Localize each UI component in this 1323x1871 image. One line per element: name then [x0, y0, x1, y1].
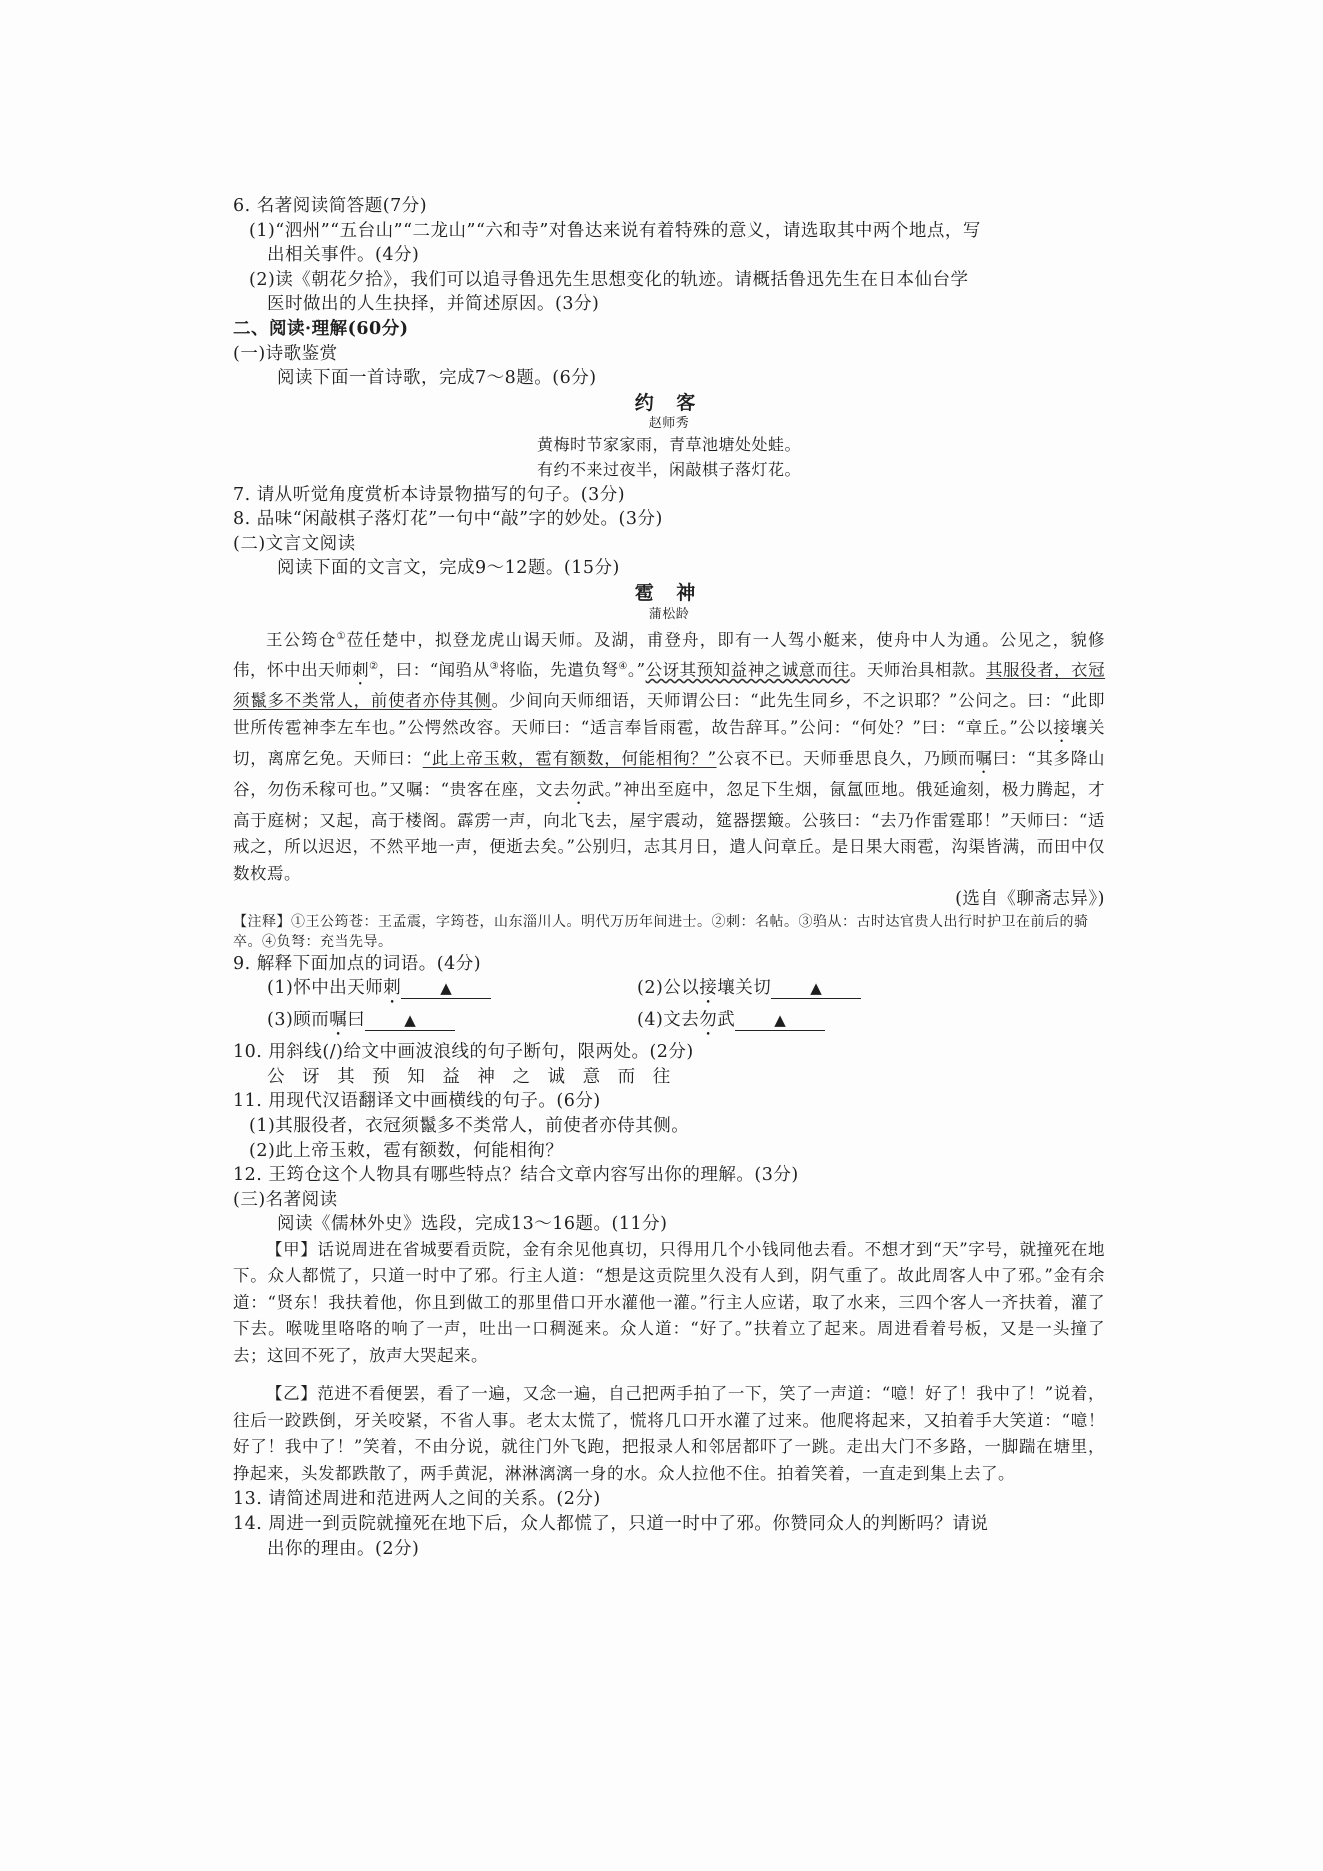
question-14-line1: 14. 周进一到贡院就撞死在地下后，众人都慌了，只道一时中了邪。你赞同众人的判断吗？请说	[233, 1514, 989, 1535]
passage-text: 武。”神出至庭中，忽足下生烟，氤氲匝地。俄延逾刻，极力腾起，才高于庭树；又起，高于楼阁。霹雳一声，向北飞去，屋宇震动，筵器摆簸。公骇曰：“去乃作雷霆耶！”天师曰：“适戒之，所以迟迟，不然平地一声，便逝去矣。”公别归，志其月日，遣人问章丘。是日果大雨雹，沟渠皆满，而田中仅数枚焉。	[233, 779, 1106, 883]
q9-item-text: 曰	[347, 1010, 366, 1031]
question-9: 9. 解释下面加点的词语。(4分)	[233, 953, 482, 974]
classical-passage	[233, 624, 1105, 888]
wavy-underlined-sentence: 公讶其预知益神之诚意而往	[645, 660, 850, 679]
dotted-word: 勿	[570, 779, 588, 799]
q9-item-text: (3)顾而	[267, 1010, 330, 1031]
passage-text: 将临，先遣负弩	[499, 660, 619, 679]
q9-item-4	[637, 1008, 967, 1040]
classical-title: 雹 神	[634, 581, 704, 604]
question-13: 13. 请简述周进和范进两人之间的关系。(2分)	[233, 1489, 601, 1510]
q6-part2-line1: (2)读《朝花夕拾》，我们可以追寻鲁迅先生思想变化的轨迹。请概括鲁迅先生在日本仙台学	[249, 269, 969, 290]
poem-title: 约 客	[634, 391, 704, 414]
poem-line-1: 黄梅时节家家雨，青草池塘处处蛙。	[536, 435, 801, 455]
q6-part1-line1: (1)“泗州”“五台山”“二龙山”“六和寺”对鲁达来说有着特殊的意义，请选取其中两个地点，写	[249, 220, 981, 241]
q9-item-text: (2)公以	[637, 978, 700, 999]
q10-sentence: 公 讶 其 预 知 益 神 之 诚 意 而 往	[267, 1066, 677, 1087]
dotted-word: 勿	[699, 1010, 718, 1031]
poem-author: 赵师秀	[648, 416, 690, 432]
footnote-marker: ④	[618, 660, 628, 672]
passage-notes: 【注释】①王公筠苍：王孟震，字筠苍，山东淄川人。明代万历年间进士。②刺：名帖。③驺从：古时达官贵人出行时护卫在前后的骑卒。④负弩：充当先导。	[233, 913, 1089, 950]
poem-line-2: 有约不来过夜半，闲敲棋子落灯花。	[536, 459, 801, 479]
question-7: 7. 请从听觉角度赏析本诗景物描写的句子。(3分)	[233, 484, 626, 505]
q6-part1-line2: 出相关事件。(4分)	[267, 245, 420, 266]
q6-part2-line2: 医时做出的人生抉择，并简述原因。(3分)	[267, 294, 600, 315]
q9-item-text: (4)文去	[637, 1010, 700, 1031]
classical-instruction: 阅读下面的文言文，完成9～12题。(15分)	[277, 558, 620, 579]
question-12: 12. 王筠仓这个人物具有哪些特点？结合文章内容写出你的理解。(3分)	[233, 1165, 799, 1186]
passage-text: ，曰：“闻驺从	[378, 660, 490, 679]
q9-item-text: (1)怀中出天师	[267, 978, 384, 999]
answer-blank[interactable]: ▲	[365, 1010, 455, 1031]
dotted-word: 接	[699, 978, 718, 999]
passage-text: 王公筠仓	[266, 630, 337, 649]
q9-item-3	[267, 1008, 597, 1040]
answer-blank[interactable]: ▲	[771, 978, 861, 999]
dotted-word: 刺	[352, 660, 370, 679]
footnote-marker: ②	[369, 660, 379, 672]
q9-item-text: 壤关切	[717, 978, 772, 999]
classics-instruction: 阅读《儒林外史》选段，完成13～16题。(11分)	[277, 1214, 668, 1235]
question-14-line2: 出你的理由。(2分)	[267, 1538, 420, 1559]
passage-text: 壤关切，离席乞免。天师曰：	[233, 717, 1105, 768]
passage-text: 公哀不已。天师垂思良久，乃顾而	[716, 748, 976, 768]
question-11: 11. 用现代汉语翻译文中画横线的句子。(6分)	[233, 1091, 601, 1112]
excerpt-yi: 【乙】范进不看便罢，看了一遍，又念一遍，自己把两手拍了一下，笑了一声道：“噫！好了！我中了！”说着，往后一跤跌倒，牙关咬紧，不省人事。老太太慌了，慌将几口开水灌了过来。他爬将起来，又拍着手大笑道：“噫！好了！我中了！”笑着，不由分说，就往门外飞跑，把报录人和邻居都吓了一跳。走出大门不多路，一脚踹在塘里，挣起来，头发都跌散了，两手黄泥，淋淋漓漓一身的水。众人拉他不住。拍着笑着，一直走到集上去了。	[233, 1384, 1105, 1483]
question-10: 10. 用斜线(/)给文中画波浪线的句子断句，限两处。(2分)	[233, 1042, 694, 1063]
passage-text: 。天师治具相款。	[849, 660, 986, 679]
footnote-marker: ③	[489, 660, 500, 672]
underlined-sentence-1: 其服役者，衣冠须鬣多不类常人，前使者亦侍其侧	[233, 660, 1106, 710]
section2-heading: 二、阅读·理解(60分)	[233, 318, 409, 339]
q6-heading: 6. 名著阅读简答题(7分)	[233, 196, 428, 216]
q11-part-1: (1)其服役者，衣冠须鬣多不类常人，前使者亦侍其侧。	[249, 1115, 690, 1136]
answer-blank[interactable]: ▲	[401, 978, 491, 999]
q9-row-1	[233, 976, 1105, 1008]
dotted-word: 嘱	[975, 748, 993, 768]
answer-blank[interactable]: ▲	[735, 1010, 825, 1031]
poem-instruction: 阅读下面一首诗歌，完成7～8题。(6分)	[277, 368, 597, 389]
dotted-word: 嘱	[329, 1010, 348, 1031]
classical-author: 蒲松龄	[648, 606, 690, 622]
q9-row-2	[233, 1008, 1105, 1040]
q11-part-2: (2)此上帝玉敕，雹有额数，何能相徇？	[249, 1140, 564, 1161]
passage-source: (选自《聊斋志异》)	[955, 889, 1105, 909]
question-8: 8. 品味“闲敲棋子落灯花”一句中“敲”字的妙处。(3分)	[233, 509, 663, 530]
spacer	[233, 1369, 1105, 1381]
passage-text: 。”	[627, 660, 646, 679]
excerpt-jia: 【甲】话说周进在省城要看贡院，金有余见他真切，只得用几个小钱同他去看。不想才到“天”字号，就撞死在地下。众人都慌了，只道一时中了邪。行主人道：“想是这贡院里久没有人到，阴气重了。故此周客人中了邪。”金有余道：“贤东！我扶着他，你且到做工的那里借口开水灌他一灌。”行主人应诺，取了水来，三四个客人一齐扶着，灌了下去。喉咙里咯咯的响了一声，吐出一口稠涎来。众人道：“好了。”扶着立了起来。周进看着号板，又是一头撞了去；这回不死了，放声大哭起来。	[233, 1239, 1105, 1365]
passage-text: 。少间向天师细语，天师谓公曰：“此先生同乡，不之识耶？”公问之。曰：“此即世所传雹神李左车也。”公愕然改容。天师曰：“适言奉旨雨雹，故告辞耳。”公问：“何处？”曰：“章丘。”公以	[233, 691, 1106, 737]
dotted-word: 接	[1053, 717, 1071, 737]
q9-item-text: 武	[717, 1010, 736, 1031]
poem-section-title: (一)诗歌鉴赏	[233, 343, 338, 364]
passage-text: 曰：“其多降山谷，勿伤禾稼可也。”又嘱：“贵客在座，文去	[233, 748, 1106, 799]
dotted-word: 刺	[383, 978, 402, 999]
footnote-marker: ①	[336, 630, 347, 642]
q9-item-2	[637, 976, 967, 1008]
classics-section-title: (三)名著阅读	[233, 1189, 338, 1210]
underlined-sentence-2: “此上帝玉敕，雹有额数，何能相徇？”	[422, 748, 717, 768]
classical-section-title: (二)文言文阅读	[233, 533, 356, 554]
passage-text: 莅任楚中，拟登龙虎山谒天师。及湖，甫登舟，即有一人驾小艇来，使舟中人为通。公见之，貌修伟，怀中出天师	[233, 630, 1106, 679]
q9-item-1	[267, 976, 597, 1008]
